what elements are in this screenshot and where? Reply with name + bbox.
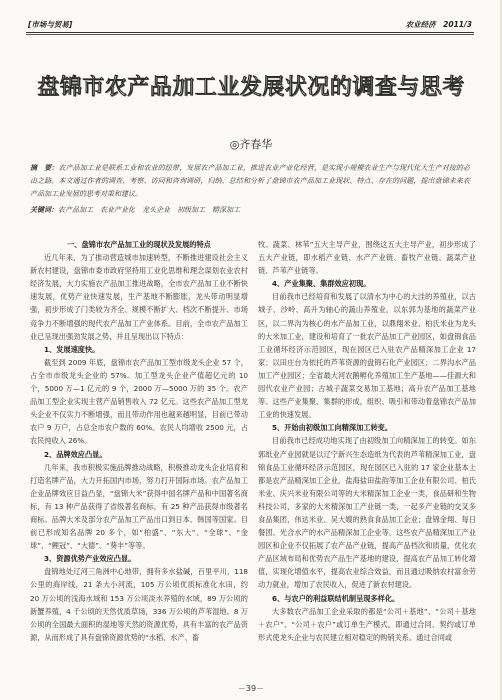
body-paragraph: 大多数农产品加工企业采取的都是“公司＋基地”、“公司＋基地＋农户”、“公司＋农户”或订单生产模式，即通过合同、契约或订单形式使龙头企业与农民建立相对稳定的购销关系。通过合同或 <box>258 606 476 642</box>
header-rule-thin <box>26 34 474 35</box>
journal-issue-header: 农业经济 2011/3 <box>405 20 472 29</box>
abstract-text: 农产品加工业是联系工业和农业的纽带，发展农产品加工业，推进农业产业化经营，是实现小规模农业生产与现代化大生产对接的必由之路。本文通过作者的调查、考察、访问和咨询调研，归纳、总结和分析了盘锦市农产品加工业现状、特点、存在的问题，提出盘锦未来农产品加工业发展的思考对策和建议。 <box>30 164 471 198</box>
section-heading: 6、与农户的利益联结机制呈现多样化。 <box>272 593 400 603</box>
section-heading: 2、品牌效应凸显。 <box>44 449 107 459</box>
header-rule-thick <box>26 32 474 33</box>
body-paragraph: 截至到 2009 年底，盘锦市农产品加工型市级龙头企业 57 个，占全市市级龙头企业的 57%。加工型龙头企业产值超亿元的 10 个，5000 万—1 亿元的 9 个，2000 万—5000 万的 35 个。农产品加工型企业实现主营产品销售收入 72 亿元。这些农产品加工型龙头企业不仅实力不断增强，而且带动作用也越来越明显，目前已带动农户 9 万户，占总全市农户数的 60%。农民人均增收 2500 元，占农民纯收入 26%。 <box>30 357 248 446</box>
section-heading: 一、盘锦市农产品加工业的现状及发展的特点 <box>67 240 211 249</box>
body-paragraph: 近几年来，为了推动营造城市加速转型，不断推进建设社会主义新农村建设，盘锦市委市政府坚持用工业化思维和理念谋划农业农村经济发展，大力实施农产品加工推进战略，全市农产品加工业不断快速发展，优势产业快速发展，生产基地不断膨胀，龙头带动明显增强，初步形成了门类较为齐全、规模不断扩大、档次不断提升、市场竞争力不断增强的现代农产品加工产业体系。目前，全市农产品加工业已呈现出强劲发展之势，并且呈现出以下特点： <box>30 253 248 341</box>
abstract <box>30 162 470 201</box>
body-paragraph: 目前我市已经成功地实现了由初级加工向精深加工的转变。如东郭纸业产业园就是以辽宁新兴生态造纸为代表的芦苇精深加工业，盘锦食品工业循环经济示范园区，现在园区已入驻的 17 家企业基本上都是农产品精深加工企业，盐海盐田盐韵等加工企业有限公司、柏氏米业、庆兴米业有限公司等的大米精深加工企业一类，食品研和生物科技公司，多家的大米精深加工产业链一类，一起多产业链的交叉多食品集团，伟达米业、吴大嫂的熟食食品加工企业；盘锦金翔、每日餐团、光合水产的水产品精深加工企业等。这些农产品精深加工产业园区和企业不仅拓展了农产品产业链，提高产品档次和质量，优化农产品区域布局和优势农产品生产基地的建设，提高农产品加工转化增值，实现化增值水平，提高农业综合效益，而且通过吸纳农村富余劳动力就业，增加了农民收入，促进了新农村建设。 <box>258 436 476 590</box>
article-author: ◎齐春华 <box>229 138 273 151</box>
section-heading: 5、开始由初级加工向精深加工转变。 <box>272 423 393 433</box>
section-heading: 4、产业集聚、集群效应初现。 <box>272 279 371 289</box>
keywords-text: 农产品加工 农业产业化 龙头企业 初级加工 精深加工 <box>58 206 240 214</box>
article-title: 盘锦市农产品加工业发展状况的调查与思考 <box>37 75 465 100</box>
page-number: －39－ <box>237 684 265 693</box>
body-paragraph: 牧、蔬菜、林苇”五大主导产业，围绕这五大主导产业，初步形成了五大产业链，即水稻产业链、水产产业链、畜牧产业链、蔬菜产业链、芦苇产业链等。 <box>258 240 476 276</box>
section-heading: 3、资源优势产业效应凸显。 <box>44 554 136 564</box>
keywords <box>30 205 470 215</box>
journal-section-header: [市场与贸易] <box>28 20 73 29</box>
abstract-label: 摘 要： <box>30 164 59 172</box>
body-column-left <box>30 238 248 644</box>
body-paragraph: 盘锦地处辽河三角洲中心地带，拥有多水盐碱，百里平川，118 公里的海岸线，21 条大小河流，105 万公顷优质标准化水田，约 20 万公顷的浅海水域和 153 万公顷淡水养殖的水域，89 万公顷的新蟹养殖，4 千公顷的天然优质草场，336 万公顷的芦苇湿地。8 万公顷的全国最大面积的湿地等天然的资源优势，具有丰富的农产品资源，从而形成了具有盘锦资源优势的“水稻、水产、畜 <box>30 567 248 642</box>
body-paragraph: 目前我市已经培育和发展了以清水为中心的大洼的养殖业，以古城子、沙岭、高升为轴心的蔬山养殖业，以东郭为基地的蔬菜产业区，以二界沟为核心的水产品加工业，以鼎翔米业、柏氏米业为龙头的大米加工业，建设和培育了一批农产品加工产业园区，如盘锦食品工业循环经济示范园区，现在园区已入驻农产品精深加工企业 17 家；以田庄台为依托的芦苇资源的盘锦石化产业园区；二界沟水产品加工产业园区；全省最大河农鹅孵化养殖加工生产基地——佳源大和园代农业产业园；古城子蔬菜交易加工基地；高升农产品加工基地等。这些产业集聚、集群的形成，组织、吸引和带动着盘锦农产品加工业的快速发展。 <box>258 292 476 420</box>
keywords-label: 关键词： <box>30 206 58 214</box>
section-heading: 1、发展速度快。 <box>44 344 100 354</box>
body-paragraph: 几年来，我市积极实施品牌推动战略，积极推动龙头企业培育和打造名牌产品，大力开拓国内市场，努力打开国际市场。农产品加工企业品牌效应日益凸显，“盘锦大米”获得中国名牌产品和中国著名商标，有 13 种产品获得了省级著名商标，有 25 种产品获得市级著名商标。品牌大米及部分农产品加工产品出口到日本、韩国等国家。目前已形成知名品牌 20 多个，如“柏盛”、“东大”、“全球”、“金球”、“鲤冠”、“大德”、“葵丰”等等。 <box>30 462 248 551</box>
body-column-right <box>258 238 476 644</box>
